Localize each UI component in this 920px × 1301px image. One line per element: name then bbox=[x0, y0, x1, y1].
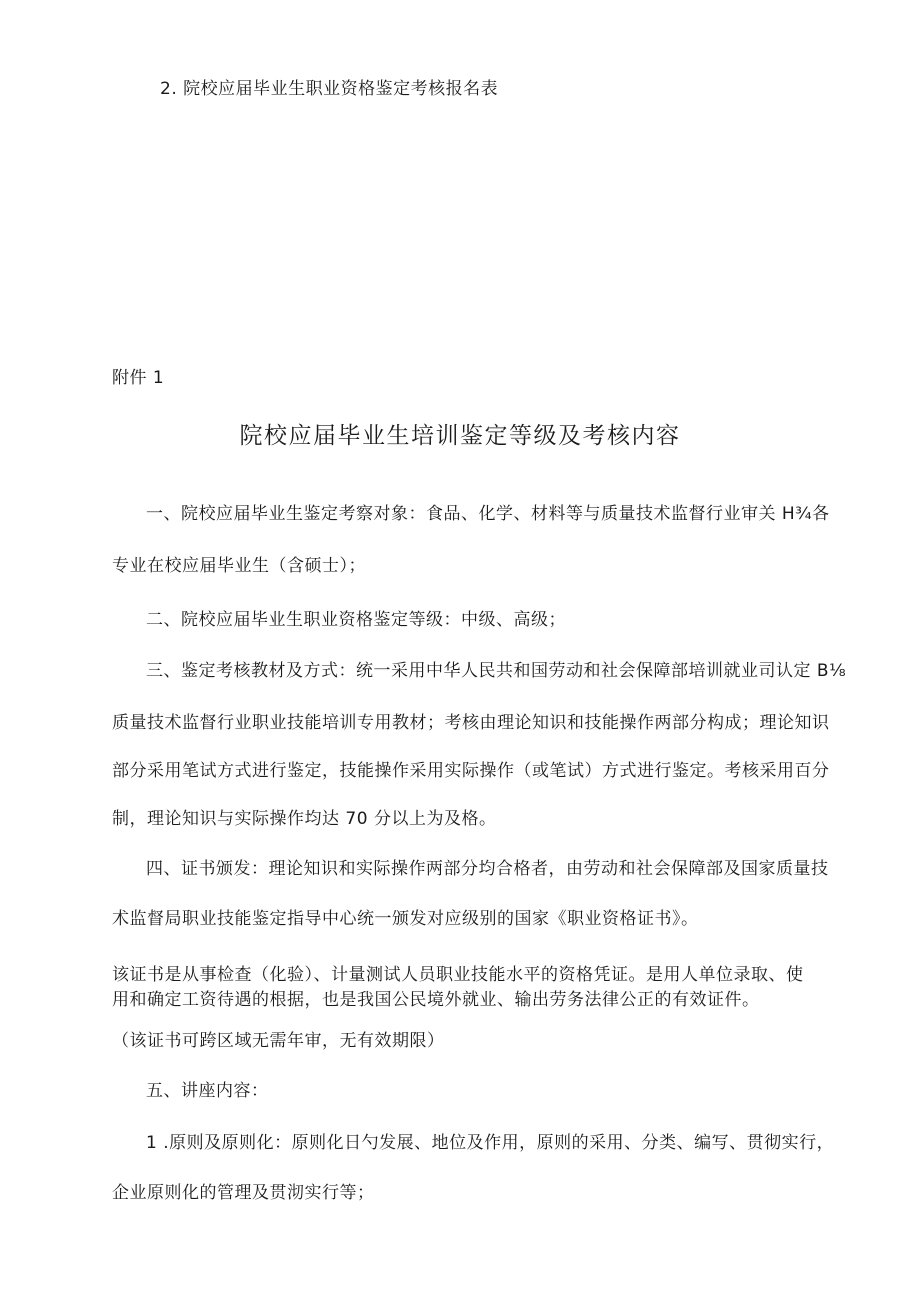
body-line: 制，理论知识与实际操作均达 70 分以上为及格。 bbox=[112, 809, 497, 829]
body-line: 该证书是从事检查（化验）、计量测试人员职业技能水平的资格凭证。是用人单位录取、使 bbox=[112, 965, 804, 985]
body-line: 三、鉴定考核教材及方式：统一采用中华人民共和国劳动和社会保障部培训就业司认定 B⅛ bbox=[146, 661, 847, 681]
body-line: 五、讲座内容： bbox=[146, 1081, 269, 1101]
body-line: 二、院校应届毕业生职业资格鉴定等级：中级、高级； bbox=[146, 610, 566, 630]
body-line: 专业在校应届毕业生（含硕士）； bbox=[112, 556, 366, 576]
body-line: 部分采用笔试方式进行鉴定，技能操作采用实际操作（或笔试）方式进行鉴定。考核采用百分 bbox=[112, 761, 830, 781]
body-line: 1 .原则及原则化：原则化日勺发展、地位及作用，原则的采用、分类、编写、贯彻实行， bbox=[146, 1133, 835, 1153]
body-line: 术监督局职业技能鉴定指导中心统一颁发对应级别的国家《职业资格证书》。 bbox=[112, 909, 699, 929]
body-line: 质量技术监督行业职业技能培训专用教材；考核由理论知识和技能操作两部分构成；理论知识 bbox=[112, 713, 830, 733]
attachment-label: 附件 1 bbox=[112, 368, 165, 388]
body-line: 企业原则化的管理及贯沏实行等； bbox=[112, 1183, 375, 1203]
body-line: （该证书可跨区域无需年审，无有效期限） bbox=[112, 1031, 445, 1051]
body-line: 用和确定工资待遇的根据，也是我国公民境外就业、输出劳务法律公正的有效证件。 bbox=[112, 990, 760, 1010]
document-title: 院校应届毕业生培训鉴定等级及考核内容 bbox=[239, 423, 681, 449]
body-line: 一、院校应届毕业生鉴定考察对象：食品、化学、材料等与质量技术监督行业审关 H¾各 bbox=[146, 504, 830, 524]
body-line: 四、证书颁发：理论知识和实际操作两部分均合格者，由劳动和社会保障部及国家质量技 bbox=[146, 859, 829, 879]
header-item: 2. 院校应届毕业生职业资格鉴定考核报名表 bbox=[160, 79, 499, 99]
